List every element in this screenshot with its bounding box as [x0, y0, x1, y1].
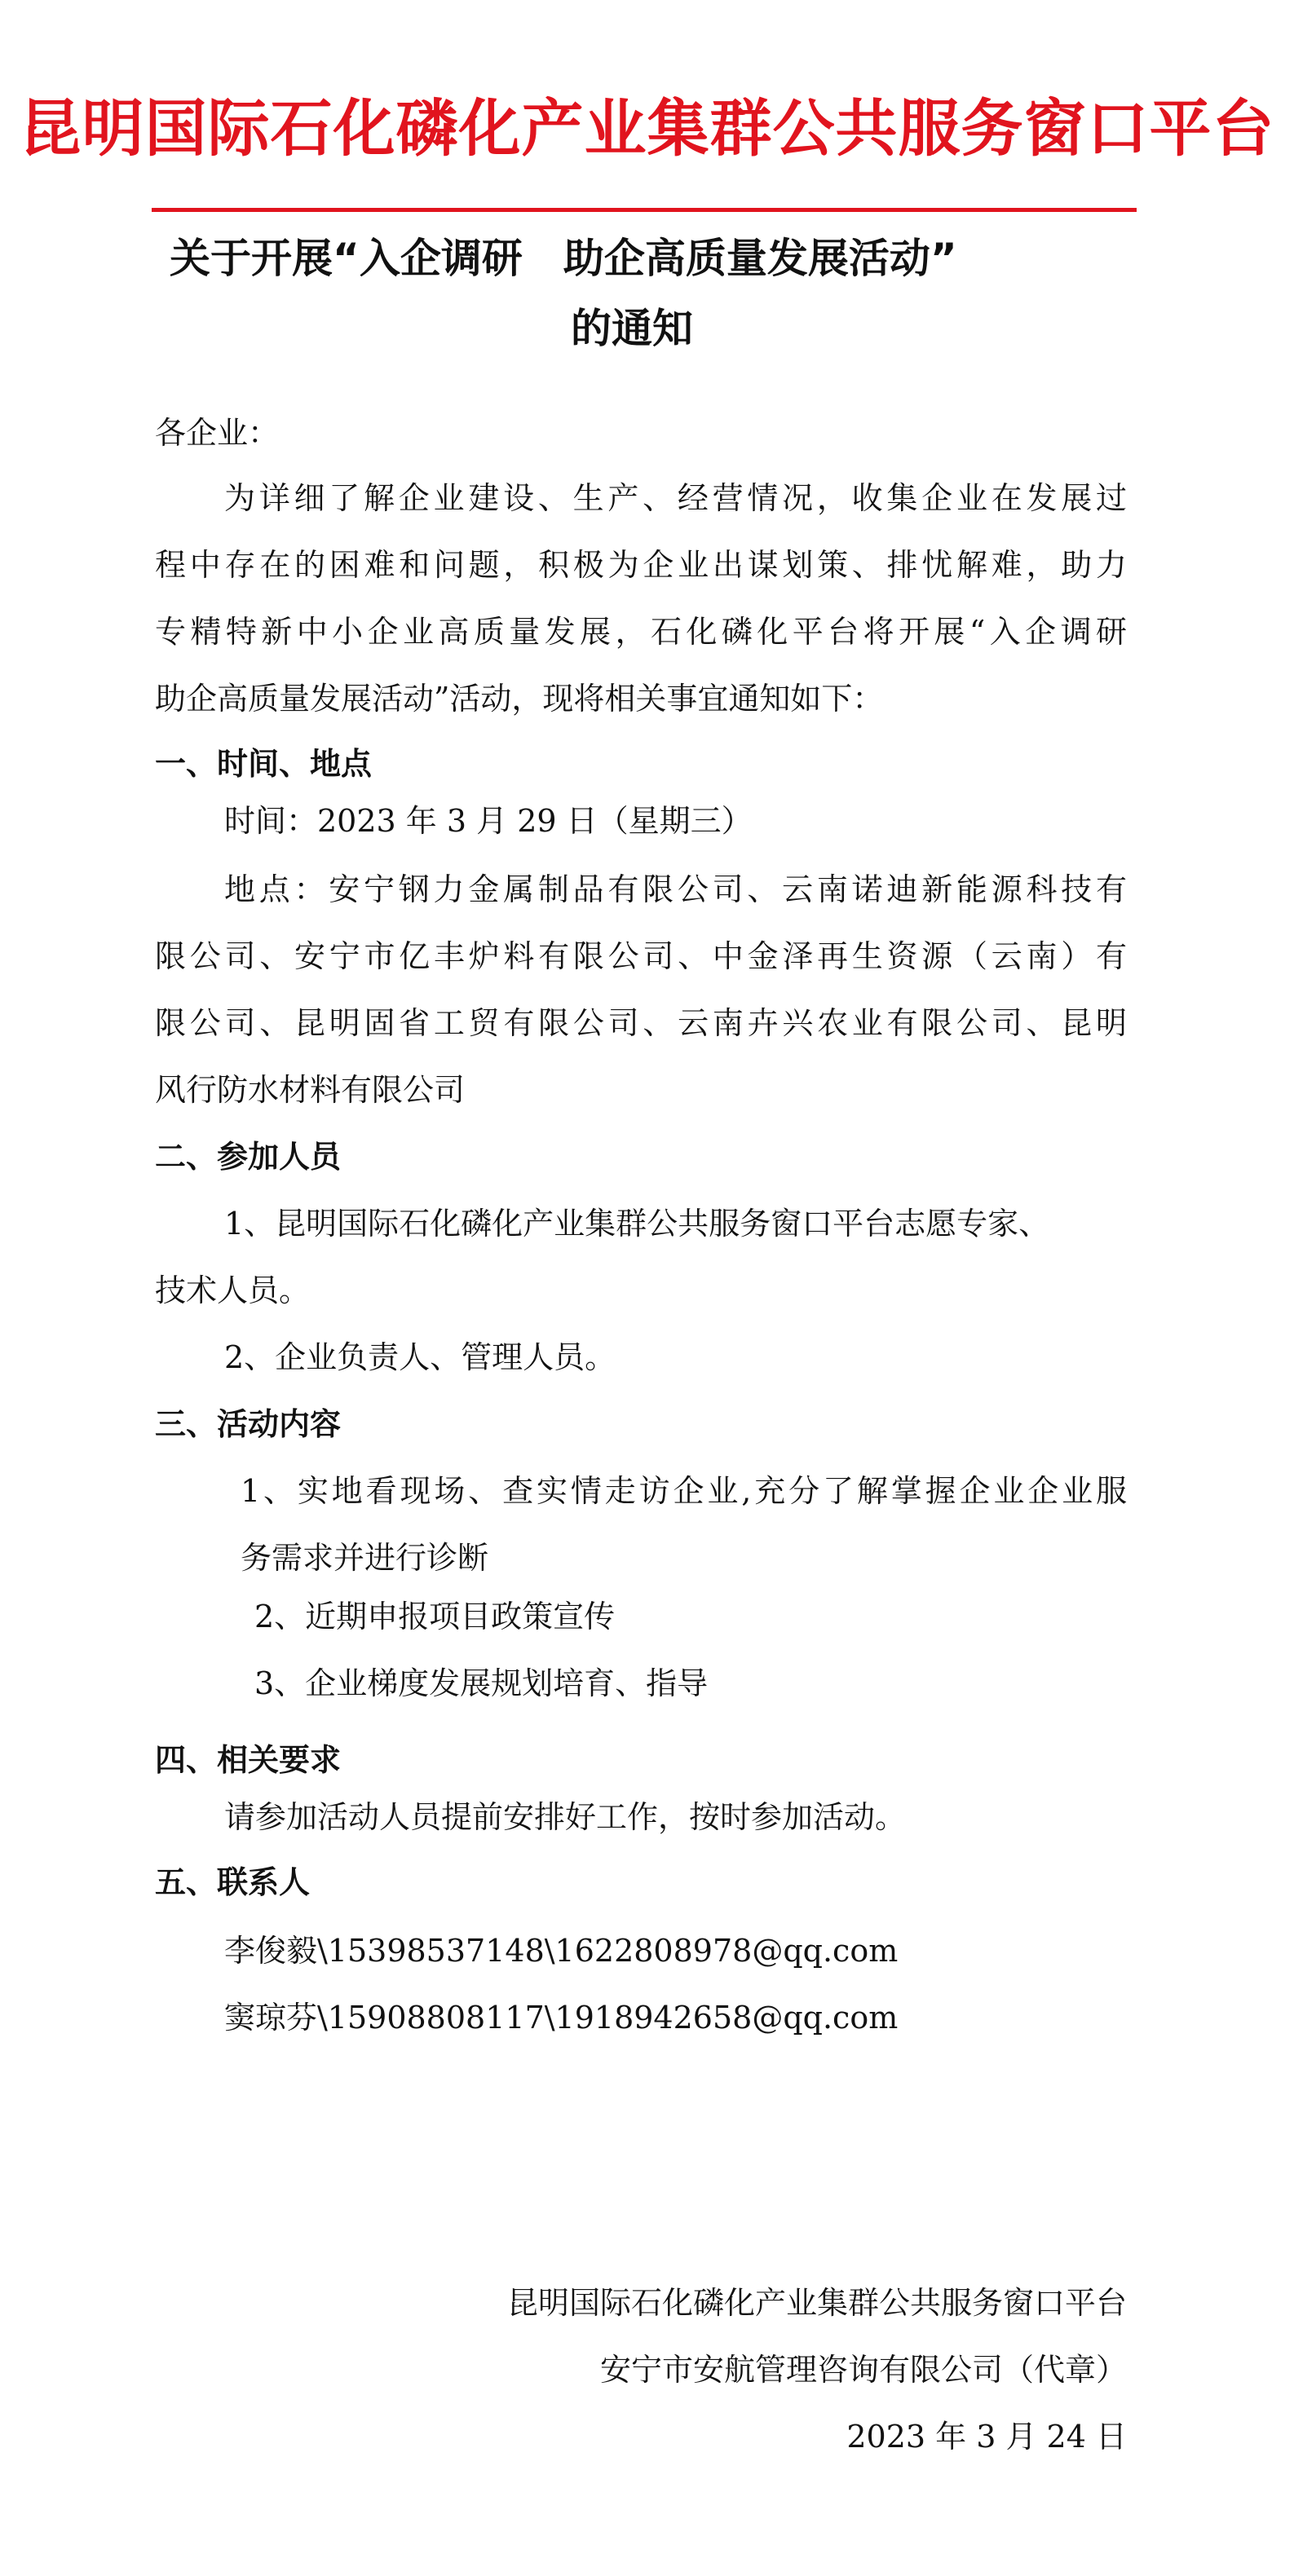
event-time: 时间：2023 年 3 月 29 日（星期三） — [224, 803, 753, 839]
letterhead-divider — [152, 208, 1137, 212]
requirements-text: 请参加活动人员提前安排好工作，按时参加活动。 — [224, 1799, 907, 1835]
event-place-line-2: 限公司、安宁市亿丰炉料有限公司、中金泽再生资源（云南）有 — [155, 938, 1127, 974]
signature-org-2: 安宁市安航管理咨询有限公司（代章） — [599, 2352, 1127, 2388]
activities-item-2: 2、近期申报项目政策宣传 — [254, 1599, 616, 1634]
section-heading-requirements: 四、相关要求 — [155, 1742, 342, 1778]
intro-line-2: 程中存在的困难和问题，积极为企业出谋划策、排忧解难，助力 — [155, 547, 1127, 583]
contact-2: 窦琼芬\15908808117\1918942658@qq.com — [224, 2000, 899, 2036]
document-title-line1: 关于开展“入企调研 助企高质量发展活动” — [170, 235, 957, 282]
salutation: 各企业： — [155, 415, 280, 451]
event-place-line-1: 地点：安宁钢力金属制品有限公司、云南诺迪新能源科技有 — [224, 871, 1127, 907]
event-place-line-3: 限公司、昆明固省工贸有限公司、云南卉兴农业有限公司、昆明 — [155, 1005, 1127, 1041]
activities-item-1-line-1: 1、实地看现场、查实情走访企业,充分了解掌握企业企业服 — [241, 1473, 1127, 1509]
letterhead-title: 昆明国际石化磷化产业集群公共服务窗口平台 — [19, 92, 1275, 165]
section-heading-time-place: 一、时间、地点 — [155, 746, 373, 782]
activities-item-1-line-2: 务需求并进行诊断 — [241, 1540, 489, 1576]
intro-line-1: 为详细了解企业建设、生产、经营情况，收集企业在发展过 — [224, 480, 1127, 516]
activities-item-3: 3、企业梯度发展规划培育、指导 — [254, 1665, 709, 1701]
signature-org-1: 昆明国际石化磷化产业集群公共服务窗口平台 — [506, 2285, 1127, 2321]
participants-item-1-line-2: 技术人员。 — [155, 1273, 311, 1308]
event-place-line-4: 风行防水材料有限公司 — [155, 1072, 466, 1108]
section-heading-participants: 二、参加人员 — [155, 1139, 342, 1175]
intro-line-3: 专精特新中小企业高质量发展，石化磷化平台将开展“入企调研 — [155, 614, 1127, 650]
section-heading-activities: 三、活动内容 — [155, 1406, 342, 1442]
participants-item-2: 2、企业负责人、管理人员。 — [224, 1339, 616, 1375]
section-heading-contacts: 五、联系人 — [155, 1864, 311, 1900]
document-title-line2: 的通知 — [571, 305, 693, 352]
intro-line-4: 助企高质量发展活动”活动，现将相关事宜通知如下： — [155, 681, 884, 717]
signature-date: 2023 年 3 月 24 日 — [846, 2419, 1127, 2455]
participants-item-1-line-1: 1、昆明国际石化磷化产业集群公共服务窗口平台志愿专家、 — [224, 1206, 1050, 1242]
contact-1: 李俊毅\15398537148\1622808978@qq.com — [224, 1933, 899, 1969]
